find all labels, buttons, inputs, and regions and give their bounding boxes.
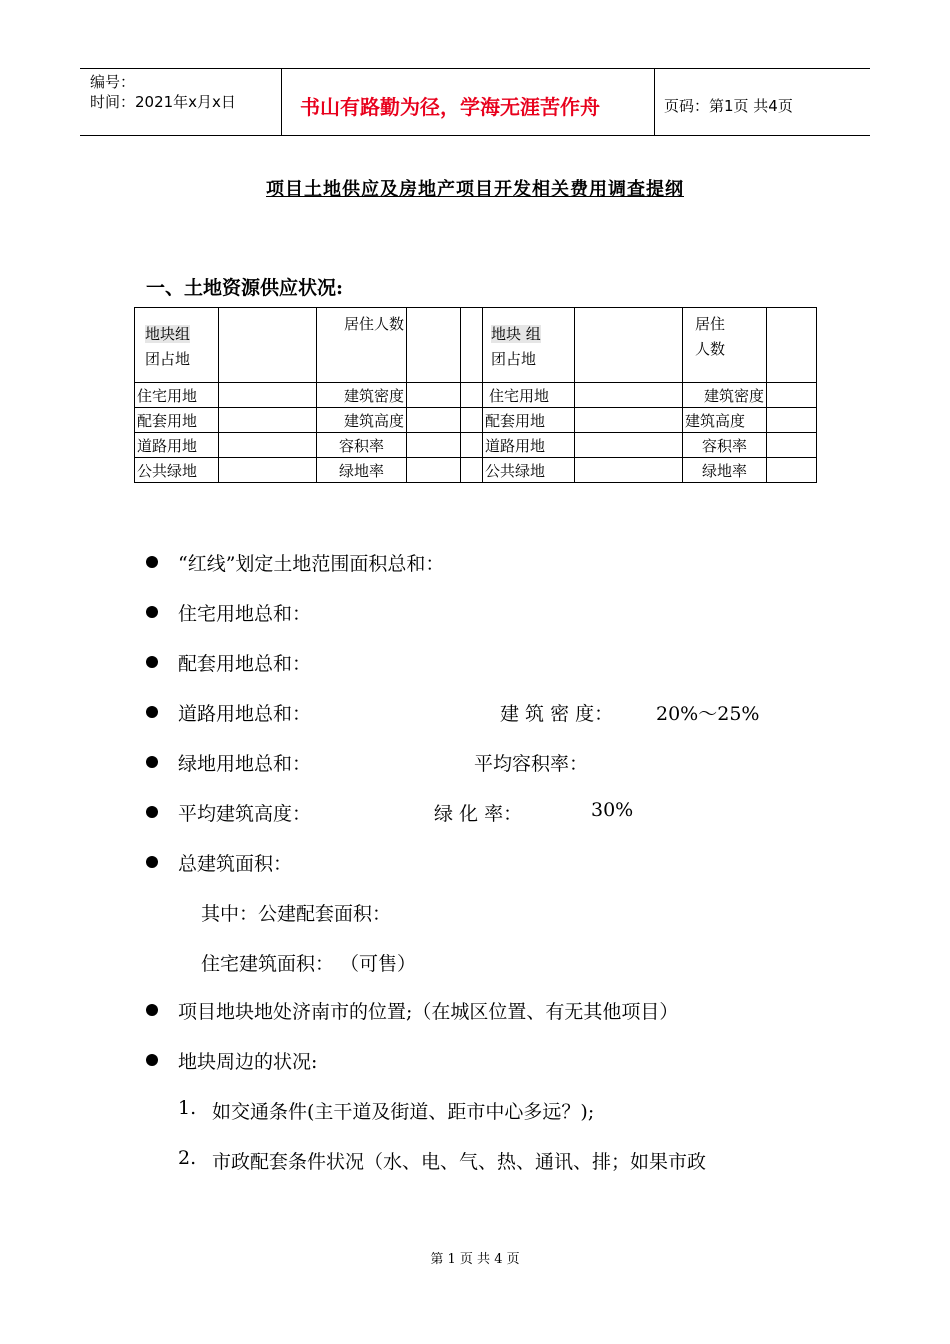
- bullet-icon: [146, 556, 158, 568]
- item-green-total: 绿地用地总和：: [178, 753, 312, 775]
- table-cell-blank: [575, 408, 683, 433]
- bullet-icon: [146, 856, 158, 868]
- sub-item-municipal: 市政配套条件状况（水、电、气、热、通讯、排；如果市政: [212, 1151, 707, 1173]
- land-type-cell: 公共绿地: [135, 458, 219, 483]
- parcel-group-cell: [483, 308, 575, 383]
- metric-cell: 绿地率: [683, 458, 767, 483]
- document-title: 项目土地供应及房地产项目开发相关费用调查提纲: [266, 179, 684, 200]
- land-type-cell: 住宅用地: [135, 383, 219, 408]
- bullet-icon: [146, 1054, 158, 1066]
- metric-cell: 建筑高度: [317, 408, 407, 433]
- header-divider-left: [281, 68, 282, 135]
- table-cell-blank: [767, 433, 817, 458]
- header-bottom-rule: [80, 135, 870, 136]
- avg-far-label: 平均容积率：: [474, 753, 589, 775]
- metric-cell: 建筑密度: [317, 383, 407, 408]
- table-cell-blank: [219, 408, 317, 433]
- parcel-group-label-line2: 团占地: [145, 350, 191, 368]
- resident-count-cell: [317, 308, 407, 383]
- bullet-icon: [146, 656, 158, 668]
- table-cell-blank: [575, 458, 683, 483]
- item-road-total: 道路用地总和：: [178, 703, 312, 725]
- metric-cell: 容积率: [317, 433, 407, 458]
- table-cell-gap: [461, 383, 483, 408]
- land-type-cell: 公共绿地: [483, 458, 575, 483]
- table-row: [135, 408, 817, 433]
- table-cell-gap: [461, 308, 483, 383]
- land-type-cell: 住宅用地: [483, 383, 575, 408]
- greening-rate-label: 绿 化 率：: [434, 803, 523, 825]
- table-cell-blank: [219, 458, 317, 483]
- metric-cell: 绿地率: [317, 458, 407, 483]
- land-type-cell: 道路用地: [135, 433, 219, 458]
- table-cell-blank: [575, 383, 683, 408]
- table-cell-blank: [219, 308, 317, 383]
- page-indicator: 页码：第1页 共4页: [664, 97, 793, 115]
- bullet-icon: [146, 606, 158, 618]
- header-motto: 书山有路勤为径，学海无涯苦作舟: [300, 95, 600, 119]
- bullet-icon: [146, 806, 158, 818]
- table-cell-blank: [407, 458, 461, 483]
- sub-item-number: 2.: [178, 1147, 197, 1169]
- land-parcel-table: [134, 307, 817, 483]
- item-project-location: 项目地块地处济南市的位置;（在城区位置、有无其他项目）: [178, 1001, 679, 1023]
- parcel-group-cell: [135, 308, 219, 383]
- land-type-cell: 道路用地: [483, 433, 575, 458]
- greening-rate-value: 30%: [591, 799, 634, 821]
- sub-item-traffic: 如交通条件(主干道及街道、距市中心多远？);: [212, 1101, 595, 1123]
- page-footer: 第 1 页 共 4 页: [430, 1252, 520, 1267]
- parcel-group-label-line1: 地块 组: [491, 325, 541, 343]
- table-cell-blank: [407, 408, 461, 433]
- item-surroundings: 地块周边的状况:: [178, 1051, 318, 1073]
- table-cell-blank: [767, 383, 817, 408]
- document-number-label: 编号：: [90, 73, 136, 91]
- item-total-floor-area: 总建筑面积：: [178, 853, 293, 875]
- resident-count-label-line2: 人数: [695, 340, 726, 358]
- parcel-group-label-line1: 地块组: [145, 325, 191, 343]
- table-cell-gap: [461, 433, 483, 458]
- section-heading-land-supply: 一、土地资源供应状况:: [146, 277, 344, 299]
- metric-cell: 建筑高度: [683, 408, 767, 433]
- table-cell-blank: [219, 433, 317, 458]
- table-cell-blank: [767, 308, 817, 383]
- resident-count-label-line1: 居住: [695, 315, 726, 333]
- table-cell-blank: [219, 383, 317, 408]
- land-type-cell: 配套用地: [483, 408, 575, 433]
- bullet-icon: [146, 1004, 158, 1016]
- table-cell-blank: [767, 408, 817, 433]
- table-cell-gap: [461, 408, 483, 433]
- building-density-label: 建 筑 密 度：: [500, 703, 614, 725]
- header-divider-right: [654, 68, 655, 135]
- item-residential-total: 住宅用地总和：: [178, 603, 312, 625]
- bullet-icon: [146, 706, 158, 718]
- item-public-facility-area: 其中：公建配套面积：: [201, 903, 392, 925]
- item-residential-floor-area: 住宅建筑面积： （可售）: [201, 953, 417, 975]
- item-redline-area: “红线”划定土地范围面积总和：: [178, 553, 445, 575]
- document-date: 时间：2021年x月x日: [90, 93, 236, 111]
- table-cell-blank: [767, 458, 817, 483]
- metric-cell: 容积率: [683, 433, 767, 458]
- land-type-cell: 配套用地: [135, 408, 219, 433]
- building-density-value: 20%～25%: [656, 703, 760, 725]
- table-cell-blank: [407, 308, 461, 383]
- table-row: [135, 458, 817, 483]
- sub-item-number: 1.: [178, 1097, 197, 1119]
- table-cell-gap: [461, 458, 483, 483]
- metric-cell: 建筑密度: [683, 383, 767, 408]
- header-top-rule: [80, 68, 870, 69]
- resident-count-label: 居住人数: [343, 315, 404, 333]
- table-cell-blank: [575, 308, 683, 383]
- parcel-group-label-line2: 团占地: [491, 350, 537, 368]
- resident-count-cell: [683, 308, 767, 383]
- table-header-row: [135, 308, 817, 383]
- table-row: [135, 383, 817, 408]
- item-supporting-total: 配套用地总和：: [178, 653, 312, 675]
- table-cell-blank: [575, 433, 683, 458]
- item-avg-height: 平均建筑高度：: [178, 803, 312, 825]
- table-cell-blank: [407, 383, 461, 408]
- bullet-icon: [146, 756, 158, 768]
- table-cell-blank: [407, 433, 461, 458]
- table-row: [135, 433, 817, 458]
